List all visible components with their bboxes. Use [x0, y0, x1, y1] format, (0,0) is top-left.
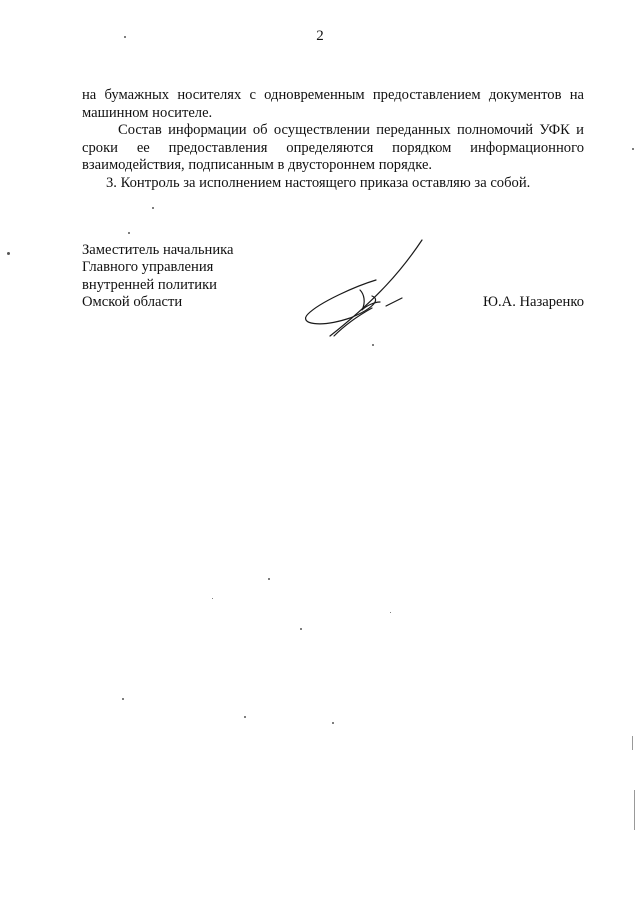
scan-speck: [632, 148, 634, 150]
scan-speck: [128, 232, 130, 234]
paragraph-information-composition: Состав информации об осуществлении переданных полномочий УФК и сроки ее предоставления определяются порядком информационного взаимодействия, подписанным в двустороннем порядке.: [82, 122, 584, 174]
scan-speck: [332, 722, 334, 724]
signatory-title-line: внутренней политики: [82, 276, 217, 293]
scan-speck: [372, 344, 374, 346]
scan-speck: [124, 36, 126, 38]
scan-speck: [268, 578, 270, 580]
paragraph-control-clause: 3. Контроль за исполнением настоящего приказа оставляю за собой.: [106, 174, 531, 191]
signatory-title-line: Заместитель начальника: [82, 242, 234, 258]
signatory-title-line: Главного управления: [82, 259, 214, 276]
signatory-title: [82, 242, 234, 312]
document-body: [82, 87, 584, 193]
scan-speck: [300, 628, 302, 630]
signatory-name: Ю.А. Назаренко: [483, 294, 584, 310]
scan-speck: [390, 612, 391, 613]
scan-speck: [212, 598, 213, 599]
scan-speck: [152, 207, 154, 209]
scan-speck: [244, 716, 246, 718]
handwritten-signature: [290, 232, 440, 342]
scan-speck: [122, 698, 124, 700]
paragraph-continuation: на бумажных носителях с одновременным предоставлением документов на машинном носителе.: [82, 87, 584, 121]
scan-edge-mark: [632, 736, 633, 750]
signatory-title-line: Омской области: [82, 294, 183, 311]
scan-edge-mark: [634, 790, 635, 830]
page-number: 2: [316, 28, 324, 44]
scan-speck: [7, 252, 10, 255]
